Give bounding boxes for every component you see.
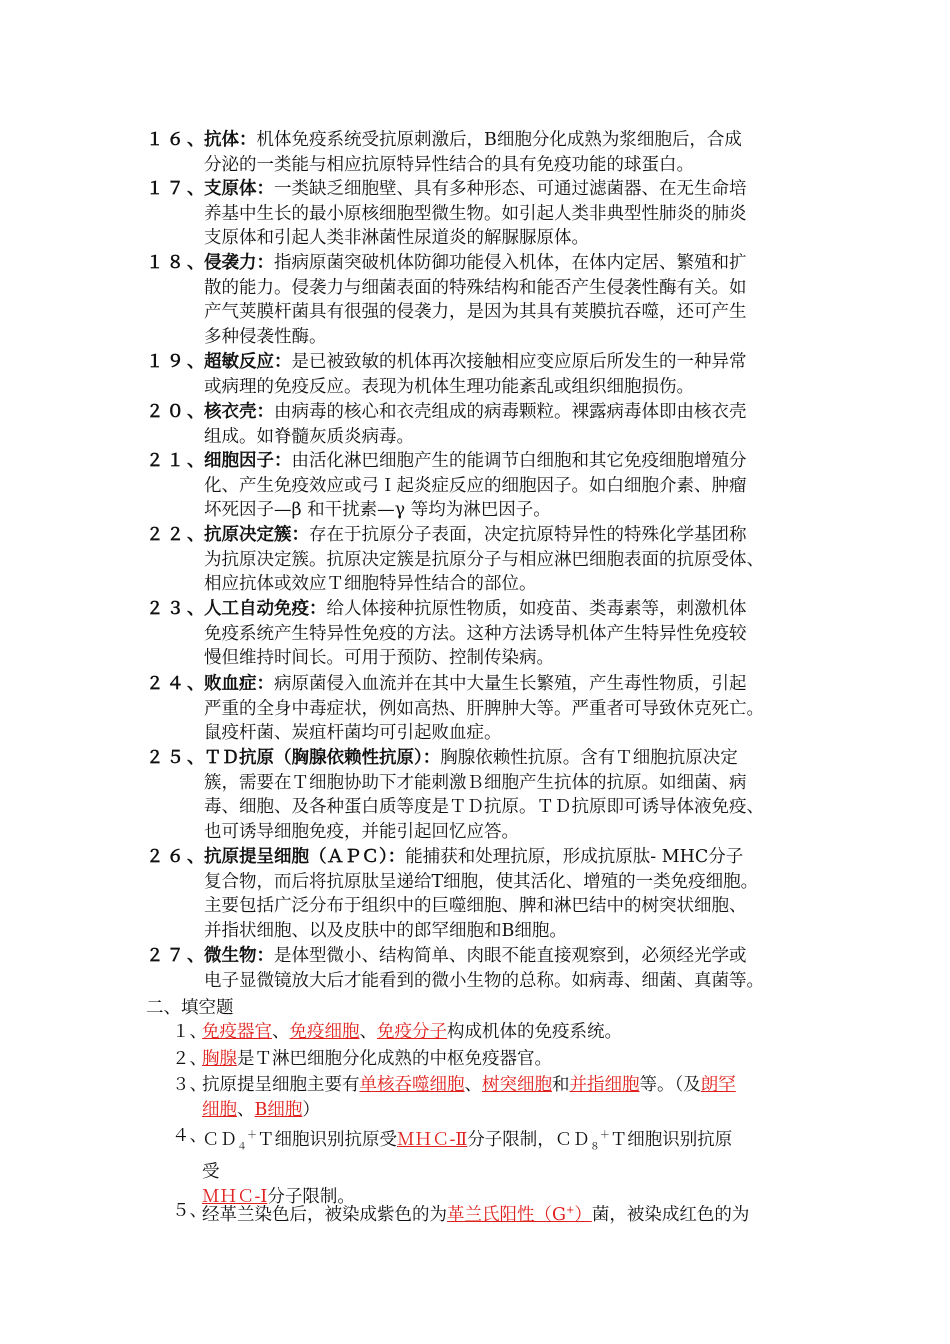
answer-part: ） xyxy=(574,1204,592,1225)
definition-text: 养基中生长的最小原核细胞型微生物。如引起人类非典型性肺炎的肺炎 xyxy=(204,203,747,224)
definition-item xyxy=(146,597,812,671)
answer: 并指细胞 xyxy=(569,1075,640,1095)
definition-line xyxy=(146,969,812,994)
definition-text: 指病原菌突破机体防御功能侵入机体，在体内定居、繁殖和扩 xyxy=(274,253,747,273)
definition-number: ２３、 xyxy=(146,599,208,619)
definition-term: 败血症： xyxy=(204,674,274,694)
superscript: + xyxy=(565,1205,575,1216)
definition-line xyxy=(146,771,812,796)
section-title: 二、填空题 xyxy=(146,998,234,1018)
definition-text: 相应抗体或效应Ｔ细胞特异性结合的部位。 xyxy=(204,574,537,595)
definition-line xyxy=(146,177,812,202)
definition-line xyxy=(146,375,812,400)
subscript: ４ xyxy=(237,1141,247,1153)
definition-line xyxy=(146,300,812,325)
definition-line xyxy=(146,820,812,845)
item-tail: 分子限制。 xyxy=(267,1186,355,1207)
definition-text: 并指状细胞、以及皮肤中的郎罕细胞和B细胞。 xyxy=(204,920,567,941)
definition-item xyxy=(146,449,812,523)
definition-item xyxy=(146,672,812,746)
definition-text: 病原菌侵入血流并在其中大量生长繁殖，产生毒性物质，引起 xyxy=(274,674,747,694)
item-text-line2 xyxy=(172,1098,822,1123)
definition-term: 侵袭力： xyxy=(204,253,274,273)
definition-term: ＴＤ抗原（胸腺依赖性抗原）： xyxy=(204,748,441,768)
definition-line xyxy=(146,721,812,746)
definition-line xyxy=(146,919,812,944)
definition-line xyxy=(146,425,812,450)
item-tail: 构成机体的免疫系统。 xyxy=(447,1022,622,1042)
definition-line xyxy=(146,325,812,350)
definition-item xyxy=(146,944,812,993)
definition-text: 组成。如脊髓灰质炎病毒。 xyxy=(204,426,414,447)
separator: 、 xyxy=(272,1022,290,1042)
definition-item xyxy=(146,251,812,349)
definition-line xyxy=(146,153,812,178)
definition-text: 存在于抗原分子表面，决定抗原特异性的特殊化学基团称 xyxy=(309,525,747,545)
definition-text: 胸腺依赖性抗原。含有Ｔ细胞抗原决定 xyxy=(440,748,738,768)
definition-line xyxy=(146,572,812,597)
item-number: ３、 xyxy=(172,1075,207,1095)
separator: 、 xyxy=(237,1099,255,1120)
definition-item xyxy=(146,845,812,943)
definition-text: 给人体接种抗原性物质，如疫苗、类毒素等，刺激机体 xyxy=(326,599,747,619)
definition-item xyxy=(146,523,812,597)
answer: B细胞 xyxy=(254,1099,303,1120)
definition-item xyxy=(146,400,812,449)
definition-number: ２５、 xyxy=(146,748,208,768)
definition-text: 严重的全身中毒症状，例如高热、肝脾肿大等。严重者可导致休克死亡。 xyxy=(204,698,764,719)
definition-text: 散的能力。侵袭力与细菌表面的特殊结构和能否产生侵袭性酶有关。如 xyxy=(204,277,747,298)
answer: 朗罕 xyxy=(700,1075,736,1095)
definition-text: 主要包括广泛分布于组织中的巨噬细胞、脾和淋巴结中的树突状细胞、 xyxy=(204,896,747,917)
superscript: ＋ xyxy=(599,1130,610,1141)
definition-term: 核衣壳： xyxy=(204,402,274,422)
item-number: １、 xyxy=(172,1022,207,1042)
definition-line xyxy=(146,746,812,771)
item-text-part: 分子限制，ＣＤ xyxy=(467,1129,590,1150)
answer: 免疫细胞 xyxy=(289,1022,360,1042)
fill-item-1 xyxy=(172,1020,822,1045)
definition-line xyxy=(146,697,812,722)
definition-number: ２２、 xyxy=(146,525,208,545)
answer: ＭＨＣ-Ⅰ xyxy=(202,1186,268,1207)
fill-item-3 xyxy=(172,1073,822,1122)
definition-number: ２６、 xyxy=(146,847,208,867)
answer: ＭＨＣ-Ⅱ xyxy=(397,1129,468,1150)
definition-text: 支原体和引起人类非淋菌性尿道炎的解脲脲原体。 xyxy=(204,228,589,249)
item-tail: 菌，被染成红色的为 xyxy=(591,1204,750,1225)
item-text-line2: 受 xyxy=(202,1161,220,1182)
item-text xyxy=(172,1047,822,1072)
answer: 树突细胞 xyxy=(482,1075,552,1095)
definition-text: 毒、细胞、及各种蛋白质等度是ＴＤ抗原。ＴＤ抗原即可诱导体液免疫、 xyxy=(204,797,764,818)
item-tail: 是Ｔ淋巴细胞分化成熟的中枢免疫器官。 xyxy=(237,1049,552,1069)
definition-item xyxy=(146,177,812,251)
definition-text: 一类缺乏细胞壁、具有多种形态、可通过滤菌器、在无生命培 xyxy=(274,179,747,199)
definition-text: 复合物，而后将抗原肽呈递给T细胞，使其活化、增殖的一类免疫细胞。 xyxy=(204,871,759,892)
definition-text: 坏死因子—β 和干扰素—γ 等均为淋巴因子。 xyxy=(204,500,551,521)
definition-text: 簇，需要在Ｔ细胞协助下才能刺激Ｂ细胞产生抗体的抗原。如细菌、病 xyxy=(204,772,747,793)
item-number: ２、 xyxy=(172,1049,207,1069)
item-number: ４、 xyxy=(172,1126,207,1146)
item-head: 抗原提呈细胞主要有 xyxy=(202,1075,360,1095)
definition-text: 能捕获和处理抗原，形成抗原肽- MHC分子 xyxy=(405,847,744,867)
definition-text: 是已被致敏的机体再次接触相应变应原后所发生的一种异常 xyxy=(291,352,747,372)
definition-number: ２０、 xyxy=(146,402,208,422)
definition-text: 分泌的一类能与相应抗原特异性结合的具有免疫功能的球蛋白。 xyxy=(204,154,694,175)
definition-text: 由病毒的核心和衣壳组成的病毒颗粒。裸露病毒体即由核衣壳 xyxy=(274,402,747,422)
answer: 细胞 xyxy=(202,1099,237,1120)
definition-line xyxy=(146,251,812,276)
definition-number: ２７、 xyxy=(146,946,208,966)
definition-term: 人工自动免疫： xyxy=(204,599,327,619)
answer: 免疫器官 xyxy=(202,1022,272,1042)
definition-line xyxy=(146,548,812,573)
item-text-part: Ｔ细胞识别抗原 xyxy=(609,1129,733,1150)
superscript: ＋ xyxy=(247,1130,257,1141)
item-text xyxy=(172,1073,822,1098)
definition-number: １９、 xyxy=(146,352,208,372)
definition-line xyxy=(146,845,812,870)
definition-text: 为抗原决定簇。抗原决定簇是抗原分子与相应淋巴细胞表面的抗原受体、 xyxy=(204,549,764,570)
definition-term: 微生物： xyxy=(204,946,274,966)
definition-term: 细胞因子： xyxy=(204,451,292,471)
definition-term: 支原体： xyxy=(204,179,274,199)
item-number: ５、 xyxy=(172,1201,207,1221)
definition-item xyxy=(146,350,812,399)
item-text xyxy=(172,1020,822,1045)
answer: 胸腺 xyxy=(202,1049,237,1069)
definition-number: １６、 xyxy=(146,130,208,150)
answer xyxy=(447,1205,592,1225)
definition-line xyxy=(146,646,812,671)
definition-text: 多种侵袭性酶。 xyxy=(204,326,327,347)
item-head: 经革兰染色后，被染成紫色的为 xyxy=(202,1204,447,1225)
definition-text: 由活化淋巴细胞产生的能调节白细胞和其它免疫细胞增殖分 xyxy=(291,451,747,471)
definition-line xyxy=(146,672,812,697)
definition-line xyxy=(146,498,812,523)
separator: 、 xyxy=(359,1022,377,1042)
fill-item-5 xyxy=(172,1199,822,1227)
definition-text: 化、产生免疫效应或弓Ｉ起炎症反应的细胞因子。如白细胞介素、肿瘤 xyxy=(204,475,747,496)
definition-line xyxy=(146,449,812,474)
definition-line xyxy=(146,202,812,227)
definition-line xyxy=(146,276,812,301)
definition-line xyxy=(146,400,812,425)
item-tail: ） xyxy=(302,1099,320,1120)
definition-line xyxy=(146,350,812,375)
separator: 、 xyxy=(464,1075,482,1095)
item-text xyxy=(172,1124,822,1160)
item-text-part: Ｔ细胞识别抗原受 xyxy=(257,1129,397,1150)
definition-text: 免疫系统产生特异性免疫的方法。这种方法诱导机体产生特异性免疫较 xyxy=(204,623,747,644)
separator: 等。（及 xyxy=(639,1075,701,1095)
definition-number: １８、 xyxy=(146,253,208,273)
definition-number: ２１、 xyxy=(146,451,208,471)
definition-line xyxy=(146,795,812,820)
definition-number: ２４、 xyxy=(146,674,208,694)
subscript: ８ xyxy=(589,1141,600,1153)
item-head: ＣＤ xyxy=(202,1129,237,1150)
definition-item xyxy=(146,128,812,177)
definition-line xyxy=(146,474,812,499)
definition-text: 或病理的免疫反应。表现为机体生理功能紊乱或组织细胞损伤。 xyxy=(204,376,694,397)
definition-text: 慢但维持时间长。可用于预防、控制传染病。 xyxy=(204,648,554,669)
fill-item-2 xyxy=(172,1047,822,1072)
definition-line xyxy=(146,622,812,647)
definition-text: 是体型微小、结构简单、肉眼不能直接观察到，必须经光学或 xyxy=(274,946,747,966)
definition-text: 鼠疫杆菌、炭疽杆菌均可引起败血症。 xyxy=(204,723,502,744)
definition-line xyxy=(146,128,812,153)
definition-line xyxy=(146,226,812,251)
separator: 和 xyxy=(552,1075,570,1095)
answer: 单核吞噬细胞 xyxy=(359,1075,465,1095)
definition-line xyxy=(146,597,812,622)
answer: 免疫分子 xyxy=(377,1022,447,1042)
definition-term: 抗体： xyxy=(204,130,257,150)
definition-line xyxy=(146,944,812,969)
definition-term: 抗原提呈细胞（ＡＰＣ）： xyxy=(204,847,406,867)
answer-part: 革兰氏阳性（G xyxy=(447,1204,566,1225)
definition-text: 电子显微镜放大后才能看到的微小生物的总称。如病毒、细菌、真菌等。 xyxy=(204,970,764,991)
definition-text: 机体免疫系统受抗原刺激后，B细胞分化成熟为浆细胞后，合成 xyxy=(256,130,742,150)
fill-item-4 xyxy=(172,1124,822,1209)
item-text xyxy=(172,1199,822,1227)
definition-line xyxy=(146,523,812,548)
definition-text: 也可诱导细胞免疫，并能引起回忆应答。 xyxy=(204,821,519,842)
definition-number: １７、 xyxy=(146,179,208,199)
definition-item xyxy=(146,746,812,844)
definition-line xyxy=(146,894,812,919)
definition-term: 超敏反应： xyxy=(204,352,292,372)
definition-term: 抗原决定簇： xyxy=(204,525,309,545)
definition-line xyxy=(146,870,812,895)
definition-text: 产气荚膜杆菌具有很强的侵袭力，是因为其具有荚膜抗吞噬，还可产生 xyxy=(204,302,747,323)
